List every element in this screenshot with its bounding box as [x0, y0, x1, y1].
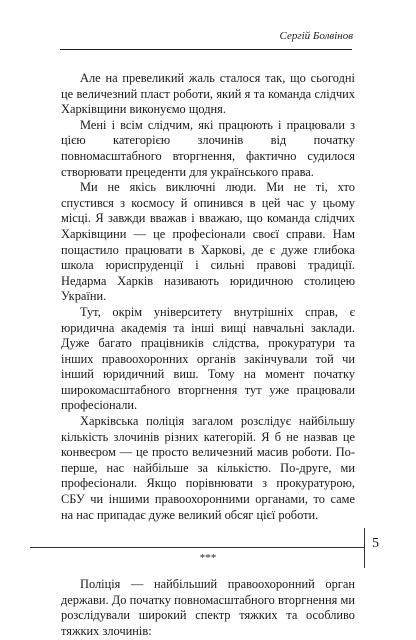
running-head: Сергій Болвінов: [279, 30, 353, 42]
footer-rule: [30, 547, 364, 548]
paragraph: Але на превеликий жаль сталося так, що сьогодні це величезний пласт роботи, який я та команда слідчих Харківщини виконуємо щодня.: [61, 71, 355, 117]
paragraph: Тут, окрім університету внутрішніх справ, є юридична академія та інші вищі навчальні заклади. Дуже багато працівників слідства, прокуратури та інших правоохоронних органів закінчували той чи інший юридичний виш. Тому на момент початку широкомасштабного вторгнення тут уже працювали професіонали.: [61, 304, 355, 413]
paragraph: Ми не якісь виключні люди. Ми не ті, хто спустився з космосу й опинився в цей час у цьому місці. Я завжди вважав і вважаю, що команда слідчих Харківщини — це професіонали своєї справи. Нам пощастило працювати в Харкові, де є дуже глибока школа юриспруденції і сильні правові традиції. Недарма Харків називають юридичною столицею України.: [61, 180, 355, 304]
footer-divider: [364, 528, 365, 568]
paragraph: Харківська поліція загалом розслідує найбільшу кількість злочинів різних категорій. Я б не назвав це конвеєром — це просто величезний масив роботи. По-перше, нас найбільше за кількістю. По-друге, ми професіонали. Якщо порівнювати з прокуратурою, СБУ чи іншими правоохоронними органами, то саме на нас припадає дуже великий обсяг цієї роботи.: [61, 414, 355, 522]
header-rule: [60, 49, 352, 50]
paragraph: Мені і всім слідчим, які працюють і працювали з цією категорією злочинів від початку повномасштабного вторгнення, фактично судилося створювати прецеденти для українського права.: [61, 117, 355, 179]
section-separator: ***: [199, 552, 217, 565]
paragraph: Поліція — найбільший правоохоронний орган держави. До початку повномасштабного вторгнення ми розслідували широкий спектр тяжких та особливо тяжких злочинів:: [61, 577, 355, 638]
page-body: [61, 71, 355, 640]
page-number: 5: [372, 536, 379, 551]
